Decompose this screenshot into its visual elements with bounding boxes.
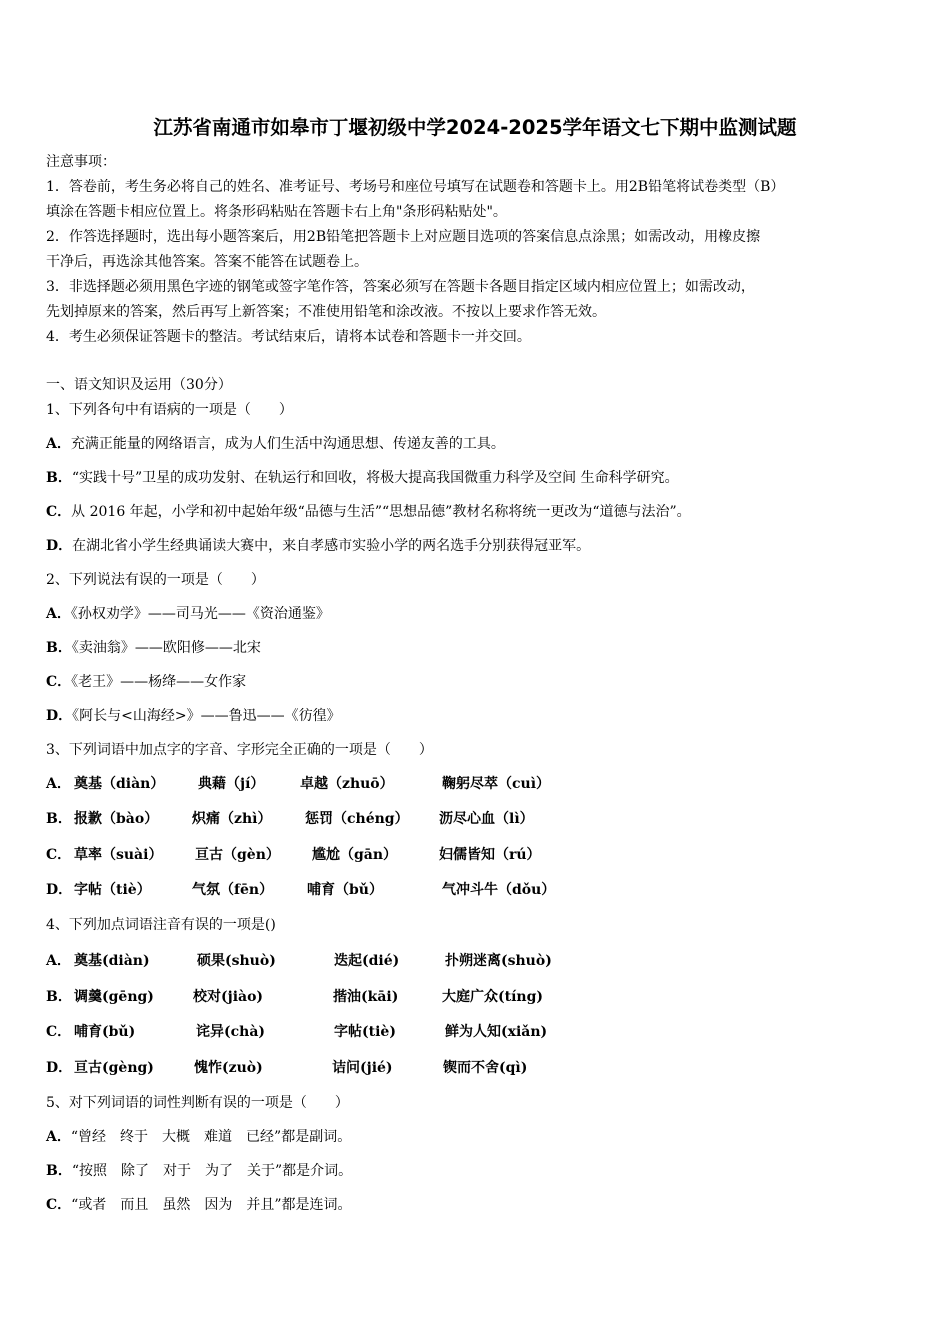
option-label: A． [46, 606, 71, 622]
word-item: 奠基（diàn） [74, 776, 165, 792]
option-text: “实践十号”卫星的成功发射、在轨运行和回收，将极大提高我国微重力科学及空间 生命科学研究。 [71, 470, 679, 486]
word-item: 诘问(jié) [332, 1060, 393, 1076]
word-item: 亘古(gèng) [74, 1060, 154, 1076]
notes-line: 干净后，再选涂其他答案。答案不能答在试题卷上。 [46, 254, 368, 270]
option-text: “或者 而且 虽然 因为 并且”都是连词。 [71, 1197, 352, 1213]
option-label: A． [46, 776, 71, 792]
word-item: 鲜为人知(xiǎn) [445, 1024, 548, 1040]
option-label: D． [46, 538, 73, 554]
option-b [46, 467, 679, 489]
option-label: C． [46, 1197, 72, 1213]
option-c [46, 501, 691, 523]
word-item: 硕果(shuò) [197, 953, 276, 969]
word-item: 调羹(gēng) [74, 989, 154, 1005]
option-row-b [46, 986, 906, 1008]
option-c [46, 671, 246, 693]
option-c [46, 1194, 351, 1216]
word-item: 妇儒皆知（rú） [439, 847, 541, 863]
word-item: 惩罚（chéng） [305, 811, 409, 827]
option-text: 充满正能量的网络语言，成为人们生活中沟通思想、传递友善的工具。 [70, 436, 505, 452]
question-stem: 2、下列说法有误的一项是（ ） [46, 572, 265, 588]
word-item: 典藉（jí） [198, 776, 265, 792]
word-item: 揩油(kāi) [333, 989, 399, 1005]
word-item: 哺育(bǔ) [74, 1024, 136, 1040]
option-label: C． [46, 1024, 72, 1040]
option-text: 《孙权劝学》——司马光——《资治通鉴》 [70, 606, 330, 622]
word-item: 字帖（tiè） [74, 882, 151, 898]
option-row-a [46, 773, 906, 795]
question-stem: 4、下列加点词语注音有误的一项是() [46, 917, 276, 933]
word-item: 鞠躬尽萃（cuì） [442, 776, 551, 792]
option-text: 《卖油翁》——欧阳修——北宋 [71, 640, 261, 656]
option-row-c [46, 844, 906, 866]
option-text: 在湖北省小学生经典诵读大赛中，来自孝感市实验小学的两名选手分别获得冠亚军。 [72, 538, 591, 554]
word-item: 诧异(chà) [196, 1024, 266, 1040]
option-row-c [46, 1021, 906, 1043]
option-label: C． [46, 674, 72, 690]
option-a [46, 433, 505, 455]
option-a [46, 603, 330, 625]
notes-line: 填涂在答题卡相应位置上。将条形码粘贴在答题卡右上角"条形码粘贴处"。 [46, 204, 507, 220]
option-label: B． [46, 470, 72, 486]
word-item: 草率（suài） [74, 847, 163, 863]
notes-line: 先划掉原来的答案，然后再写上新答案；不准使用铅笔和涂改液。不按以上要求作答无效。 [46, 304, 606, 320]
notes-line: 1．答卷前，考生务必将自己的姓名、准考证号、考场号和座位号填写在试题卷和答题卡上。用2B铅笔将试卷类型（B） [46, 179, 785, 195]
word-item: 炽痛（zhì） [192, 811, 272, 827]
option-text: 《老王》——杨绛——女作家 [71, 674, 247, 690]
section-heading: 一、语文知识及运用（30分） [46, 377, 232, 393]
word-item: 报歉（bào） [74, 811, 159, 827]
option-b [46, 637, 261, 659]
option-text: “按照 除了 对于 为了 关于”都是介词。 [71, 1163, 353, 1179]
option-text: 从 2016 年起，小学和初中起始年级“品德与生活”“思想品德”教材名称将统一更改为“道德与法治”。 [71, 504, 691, 520]
option-d [46, 705, 341, 727]
option-label: B． [46, 640, 72, 656]
option-label: D． [46, 882, 73, 898]
notes-line: 4．考生必须保证答题卡的整洁。考试结束后，请将本试卷和答题卡一并交回。 [46, 329, 531, 345]
option-label: A． [46, 953, 71, 969]
option-label: C． [46, 504, 72, 520]
question-stem: 5、对下列词语的词性判断有误的一项是（ ） [46, 1095, 349, 1111]
option-text: “曾经 终于 大概 难道 已经”都是副词。 [70, 1129, 352, 1145]
option-d [46, 535, 590, 557]
option-row-d [46, 1057, 906, 1079]
question-stem: 3、下列词语中加点字的字音、字形完全正确的一项是（ ） [46, 742, 433, 758]
word-item: 校对(jiào) [193, 989, 264, 1005]
option-label: B． [46, 989, 72, 1005]
option-row-d [46, 879, 906, 901]
option-a [46, 1126, 351, 1148]
option-label: A． [46, 1129, 71, 1145]
notes-line: 2．作答选择题时，选出每小题答案后，用2B铅笔把答题卡上对应题目选项的答案信息点涂黑；如需改动，用橡皮擦 [46, 229, 761, 245]
word-item: 锲而不舍(qì) [443, 1060, 528, 1076]
option-label: D． [46, 708, 73, 724]
option-row-a [46, 950, 906, 972]
notes-block [46, 150, 908, 350]
notes-heading: 注意事项： [46, 154, 116, 170]
option-label: D． [46, 1060, 73, 1076]
word-item: 沥尽心血（lì） [439, 811, 534, 827]
word-item: 气氛（fēn） [192, 882, 274, 898]
option-label: A． [46, 436, 71, 452]
option-b [46, 1160, 352, 1182]
option-label: B． [46, 811, 72, 827]
option-text: 《阿长与<山海经>》——鲁迅——《彷徨》 [72, 708, 341, 724]
word-item: 愧怍(zuò) [194, 1060, 263, 1076]
word-item: 大庭广众(tíng) [442, 989, 544, 1005]
word-item: 奠基(diàn) [74, 953, 150, 969]
question-stem: 1、下列各句中有语病的一项是（ ） [46, 402, 293, 418]
word-item: 扑朔迷离(shuò) [445, 953, 552, 969]
notes-line: 3．非选择题必须用黑色字迹的钢笔或签字笔作答，答案必须写在答题卡各题目指定区域内相应位置上；如需改动， [46, 279, 755, 295]
word-item: 哺育（bǔ） [307, 882, 383, 898]
option-label: C． [46, 847, 72, 863]
option-row-b [46, 808, 906, 830]
word-item: 气冲斗牛（dǒu） [442, 882, 556, 898]
word-item: 卓越（zhuō） [300, 776, 394, 792]
option-label: B． [46, 1163, 72, 1179]
word-item: 亘古（gèn） [195, 847, 280, 863]
page-title: 江苏省南通市如皋市丁堰初级中学2024-2025学年语文七下期中监测试题 [153, 116, 797, 139]
word-item: 字帖(tiè) [334, 1024, 396, 1040]
word-item: 尴尬（gān） [312, 847, 398, 863]
word-item: 迭起(dié) [334, 953, 400, 969]
